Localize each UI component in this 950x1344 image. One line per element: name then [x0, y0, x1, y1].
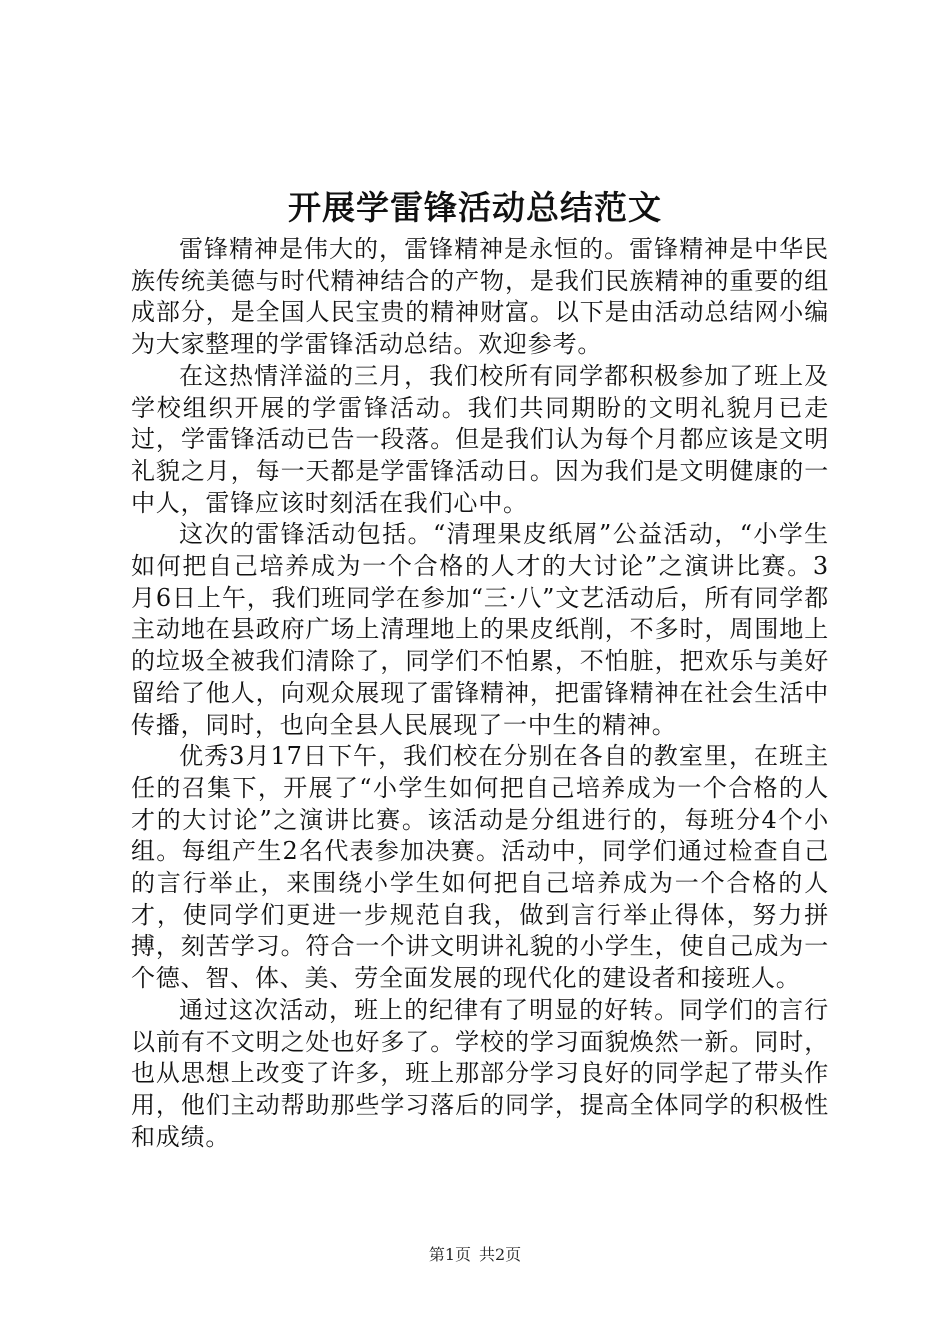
page-total: 共2页	[479, 1245, 522, 1264]
paragraph-intro: 雷锋精神是伟大的，雷锋精神是永恒的。雷锋精神是中华民族传统美德与时代精神结合的产物，是我们民族精神的重要的组成部分，是全国人民宝贵的精神财富。以下是由活动总结网小编为大家整理的学雷锋活动总结。欢迎参考。	[131, 235, 829, 359]
page-number: 第1页	[428, 1245, 471, 1264]
paragraph-speech-contest: 优秀3月17日下午，我们校在分别在各自的教室里，在班主任的召集下，开展了“小学生如何把自己培养成为一个合格的人才的大讨论”之演讲比赛。该活动是分组进行的，每班分4个小组。每组产生2名代表参加决赛。活动中，同学们通过检查自己的言行举止，来围绕小学生如何把自己培养成为一个合格的人才，使同学们更进一步规范自我，做到言行举止得体，努力拼搏，刻苦学习。符合一个讲文明讲礼貌的小学生，使自己成为一个德、智、体、美、劳全面发展的现代化的建设者和接班人。	[131, 742, 829, 993]
page-footer	[0, 1244, 950, 1266]
paragraph-results: 通过这次活动，班上的纪律有了明显的好转。同学们的言行以前有不文明之处也好多了。学校的学习面貌焕然一新。同时，也从思想上改变了许多，班上那部分学习良好的同学起了带头作用，他们主动帮助那些学习落后的同学，提高全体同学的积极性和成绩。	[131, 995, 829, 1151]
document-body	[131, 234, 829, 1153]
document-title: 开展学雷锋活动总结范文	[288, 188, 662, 227]
paragraph-activities: 这次的雷锋活动包括。“清理果皮纸屑”公益活动，“小学生如何把自己培养成为一个合格的人才的大讨论”之演讲比赛。3月6日上午，我们班同学在参加“三·八”文艺活动后，所有同学都主动地在县政府广场上清理地上的果皮纸削，不多时，周围地上的垃圾全被我们清除了，同学们不怕累，不怕脏，把欢乐与美好留给了他人，向观众展现了雷锋精神，把雷锋精神在社会生活中传播，同时，也向全县人民展现了一中生的精神。	[131, 520, 829, 739]
paragraph-march: 在这热情洋溢的三月，我们校所有同学都积极参加了班上及学校组织开展的学雷锋活动。我们共同期盼的文明礼貌月已走过，学雷锋活动已告一段落。但是我们认为每个月都应该是文明礼貌之月，每一天都是学雷锋活动日。因为我们是文明健康的一中人，雷锋应该时刻活在我们心中。	[131, 361, 829, 517]
